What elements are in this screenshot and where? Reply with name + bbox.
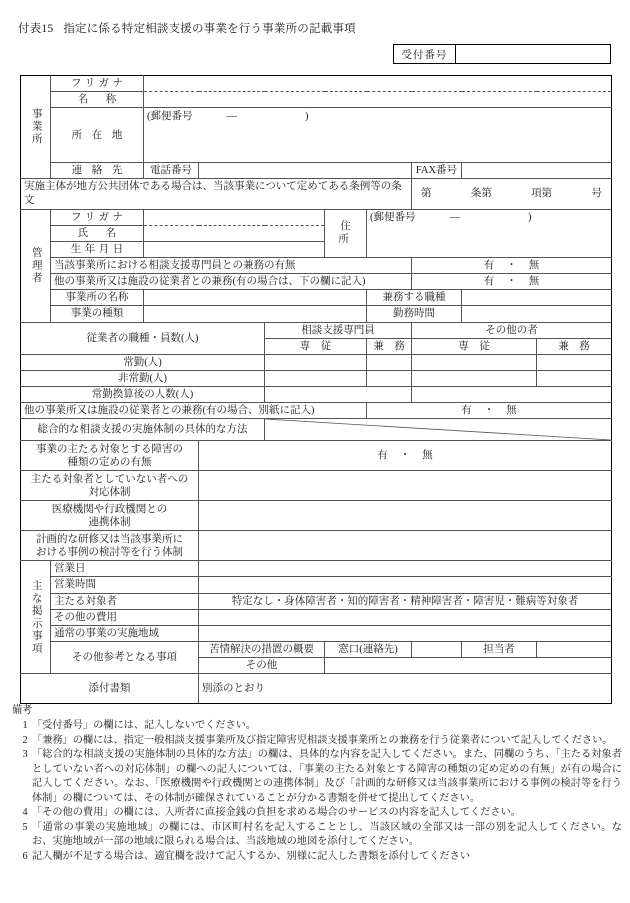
attachment-label: 添付書類 xyxy=(21,674,199,704)
choice-yes: 有 xyxy=(377,450,388,462)
office-name-label: 名 称 xyxy=(51,92,144,108)
table-row xyxy=(21,593,612,609)
staff-row-label-hijokin: 非常勤(人) xyxy=(21,370,265,386)
manager-birth-label: 生年月日 xyxy=(51,241,144,257)
comprehensive-row-value-shogai-shurui[interactable] xyxy=(199,441,612,471)
table-row xyxy=(21,531,612,561)
comprehensive-row-label-renkei-taisei: 医療機関や行政機関との 連携体制 xyxy=(21,501,199,531)
staff-cell-hijokin-other-kenmu[interactable] xyxy=(537,370,612,386)
posting-value-sonota-hiyo[interactable] xyxy=(199,609,612,625)
receipt-number-label: 受付番号 xyxy=(394,45,456,63)
clause-go: 号 xyxy=(591,188,602,200)
office-name-input[interactable] xyxy=(144,92,612,108)
table-row xyxy=(21,387,612,403)
manager-address-input[interactable] xyxy=(367,225,612,241)
choice-yes: 有 xyxy=(483,276,495,288)
remark-text: 記入欄が不足する場合は、適宜欄を設けて記入するか、別様に記入した書類を添付してください xyxy=(32,850,471,862)
comprehensive-row-value-taio-taisei[interactable] xyxy=(199,471,612,501)
staff-cell-jokin-other-senju[interactable] xyxy=(412,354,537,370)
remark-number: 2 xyxy=(22,734,28,746)
clause-ko: 項第 xyxy=(531,188,553,200)
list-item xyxy=(12,821,622,850)
list-item xyxy=(12,748,622,806)
office-furigana-label: フリガナ xyxy=(51,76,144,92)
posting-value-window[interactable] xyxy=(412,641,462,657)
choice-no: 無 xyxy=(506,405,517,417)
office-address-label: 所 在 地 xyxy=(51,108,144,163)
ordinance-clause-input[interactable] xyxy=(412,179,612,209)
office-contact-label: 連 絡 先 xyxy=(51,163,144,179)
manager-address-label: 住 所 xyxy=(325,209,367,257)
office-fax-label: FAX番号 xyxy=(412,163,462,179)
posting-label-window: 窓口(連絡先) xyxy=(325,641,412,657)
posting-label-person: 担当者 xyxy=(462,641,537,657)
comprehensive-row-value-renkei-taisei[interactable] xyxy=(199,501,612,531)
office-furigana-input[interactable] xyxy=(144,76,612,92)
ordinance-label: 実施主体が地方公共団体である場合は、当該事業について定めてある条例等の条文 xyxy=(21,179,412,209)
posting-value-taishosha[interactable]: 特定なし・身体障害者・知的障害者・精神障害者・障害児・難病等対象者 xyxy=(199,593,612,609)
manager-concurrent-other-choice[interactable] xyxy=(412,274,612,290)
staff-cell-hijokin-shien-kenmu[interactable] xyxy=(367,370,412,386)
comprehensive-row-label-kenshu-taisei: 計画的な研修又は当該事業所に おける事例の検討等を行う体制 xyxy=(21,531,199,561)
list-item xyxy=(12,850,622,864)
office-postal-code: (郵便番号 — ) xyxy=(144,108,612,124)
staff-concurrent-choice[interactable] xyxy=(367,403,612,419)
manager-concurrent-job-input[interactable] xyxy=(462,290,612,306)
posting-label-jisshi-chiiki: 通常の事業の実施地域 xyxy=(51,625,199,641)
table-row xyxy=(21,625,612,641)
posting-label-other-reference: その他参考となる事項 xyxy=(51,641,199,673)
staff-cell-jokin-shien-senju[interactable] xyxy=(265,354,367,370)
form-title-text: 指定に係る特定相談支援の事業を行う事業所の記載事項 xyxy=(63,23,356,35)
choice-yes: 有 xyxy=(483,260,495,272)
manager-name-label: 氏 名 xyxy=(51,225,144,241)
office-fax-input[interactable] xyxy=(462,163,612,179)
table-row xyxy=(21,674,612,704)
posting-label-eigyobi: 営業日 xyxy=(51,561,199,577)
office-address-input[interactable] xyxy=(144,124,612,163)
manager-concurrent-job-label: 兼務する職種 xyxy=(367,290,462,306)
staff-cell-jokin-shien-kenmu[interactable] xyxy=(367,354,412,370)
posting-value-eigyobi[interactable] xyxy=(199,561,612,577)
remark-text: 「兼務」の欄には、指定一般相談支援事業所及び指定障害児相談支援事業所との兼務を行う従業者について記入してください。 xyxy=(32,734,613,746)
posting-value-other[interactable] xyxy=(325,658,612,674)
table-row xyxy=(21,471,612,501)
office-tel-input[interactable] xyxy=(199,163,412,179)
list-item xyxy=(12,806,622,820)
manager-business-type-input[interactable] xyxy=(144,306,367,322)
choice-no: 無 xyxy=(528,276,540,288)
main-form-table xyxy=(20,75,612,704)
staff-cell-hijokin-shien-senju[interactable] xyxy=(265,370,367,386)
receipt-number-box xyxy=(393,44,611,64)
table-row xyxy=(21,609,612,625)
posting-side-label: 主な掲示事項 xyxy=(21,561,51,674)
comprehensive-row-label-taio-taisei: 主たる対象者としていない者への 対応体制 xyxy=(21,471,199,501)
remark-text: 「受付番号」の欄には、記入しないでください。 xyxy=(32,720,257,732)
manager-office-name-label: 事業所の名称 xyxy=(51,290,144,306)
table-row xyxy=(21,577,612,593)
staff-cell-hijokin-other-senju[interactable] xyxy=(412,370,537,386)
posting-label-eigyojikan: 営業時間 xyxy=(51,577,199,593)
staff-cell-kansan-shien[interactable] xyxy=(265,387,412,403)
manager-birth-input[interactable] xyxy=(144,241,325,257)
comprehensive-method-struck-cell xyxy=(265,419,612,441)
remark-number: 6 xyxy=(22,850,28,862)
table-row xyxy=(21,441,612,471)
office-tel-label: 電話番号 xyxy=(144,163,199,179)
staff-subheader-other-senju: 専 従 xyxy=(412,338,537,354)
manager-work-hours-input[interactable] xyxy=(462,306,612,322)
choice-no: 無 xyxy=(528,260,540,272)
remark-text: 「通常の事業の実施地域」の欄には、市区町村名を記入することとし、当該区域の全部又は一部の別を記入してください。なお、実施地域が一部の地域に限られる場合は、当該地域の地図を添付してください。 xyxy=(32,821,622,848)
choice-yes: 有 xyxy=(461,405,472,417)
attachment-value: 別添のとおり xyxy=(199,674,612,704)
manager-name-input[interactable] xyxy=(144,225,325,241)
manager-furigana-label: フリガナ xyxy=(51,209,144,225)
staff-row-label-jokin: 常勤(人) xyxy=(21,354,265,370)
choice-sep: ・ xyxy=(506,260,517,272)
posting-value-jisshi-chiiki[interactable] xyxy=(199,625,612,641)
staff-subheader-shien-kenmu: 兼 務 xyxy=(367,338,412,354)
manager-concurrent-other-label: 他の事業所又は施設の従業者との兼務(有の場合は、下の欄に記入) xyxy=(51,274,412,290)
staff-cell-kansan-other[interactable] xyxy=(412,387,612,403)
page-title xyxy=(18,20,356,36)
posting-label-other: その他 xyxy=(199,658,325,674)
remark-number: 4 xyxy=(22,807,28,819)
remark-number: 1 xyxy=(22,720,28,732)
table-row xyxy=(21,501,612,531)
manager-business-type-label: 事業の種類 xyxy=(51,306,144,322)
comprehensive-row-value-kenshu-taisei[interactable] xyxy=(199,531,612,561)
manager-concurrent-in-office-choice[interactable] xyxy=(412,258,612,274)
choice-sep: ・ xyxy=(483,405,495,417)
choice-sep: ・ xyxy=(399,450,411,462)
clause-dai: 第 xyxy=(421,188,432,200)
comprehensive-row-label-shogai-shurui: 事業の主たる対象とする障害の 種類の定めの有無 xyxy=(21,441,199,471)
table-row xyxy=(21,354,612,370)
remarks-section xyxy=(12,704,622,864)
list-item xyxy=(12,734,622,748)
staff-row-label-kansan: 常勤換算後の人数(人) xyxy=(21,387,265,403)
clause-jo: 条第 xyxy=(470,188,492,200)
staff-subheader-shien-senju: 専 従 xyxy=(265,338,367,354)
staff-cell-jokin-other-kenmu[interactable] xyxy=(537,354,612,370)
form-number: 付表15 xyxy=(18,23,54,35)
staff-header-label: 従業者の職種・員数(人) xyxy=(21,322,265,354)
remarks-title: 備考 xyxy=(12,705,33,716)
remark-number: 5 xyxy=(22,821,28,833)
manager-concurrent-in-office-label: 当該事業所における相談支援専門員との兼務の有無 xyxy=(51,258,412,274)
manager-work-hours-label: 勤務時間 xyxy=(367,306,462,322)
remarks-list xyxy=(12,719,622,864)
table-row xyxy=(21,561,612,577)
remark-text: 「その他の費用」の欄には、入所者に直接金銭の負担を求める場合のサービスの内容を記入してください。 xyxy=(32,807,521,819)
staff-group-header-shien: 相談支援専門員 xyxy=(265,322,412,338)
table-row xyxy=(21,370,612,386)
manager-postal-code: (郵便番号 — ) xyxy=(367,209,612,225)
choice-sep: ・ xyxy=(506,276,517,288)
table-row xyxy=(21,641,612,657)
posting-value-person[interactable] xyxy=(537,641,612,657)
staff-group-header-other: その他の者 xyxy=(412,322,612,338)
remark-number: 3 xyxy=(22,749,28,761)
posting-label-complaint: 苦情解決の措置の概要 xyxy=(199,641,325,657)
remark-text: 「総合的な相談支援の実施体制の具体的な方法」の欄は、具体的な内容を記入してください。また、同欄のうち、「主たる対象者としていない者への対応体制」の欄への記入については、「事業の主たる対象とする障害の種類の定め定めの有無」が有の場合に記入してください。なお、「医療機関や行政機関との連携体制」及び「計画的な研修又は当該事業所における事例の検討等を行う体制」の欄については、その体制が確保されていることが分かる書類を併せて提出してください。 xyxy=(32,749,622,804)
receipt-number-input[interactable] xyxy=(456,45,610,63)
posting-value-eigyojikan[interactable] xyxy=(199,577,612,593)
manager-side-label: 管理者 xyxy=(21,209,51,322)
manager-office-name-input[interactable] xyxy=(144,290,367,306)
manager-address-input-cont[interactable] xyxy=(367,241,612,257)
posting-label-taishosha: 主たる対象者 xyxy=(51,593,199,609)
staff-concurrent-label: 他の事業所又は施設の従業者との兼務(有の場合、別紙に記入) xyxy=(21,403,367,419)
choice-no: 無 xyxy=(422,450,433,462)
posting-label-sonota-hiyo: その他の費用 xyxy=(51,609,199,625)
comprehensive-method-label: 総合的な相談支援の実施体制の具体的な方法 xyxy=(21,419,265,441)
staff-subheader-other-kenmu: 兼 務 xyxy=(537,338,612,354)
office-side-label: 事業所 xyxy=(21,76,51,179)
list-item xyxy=(12,719,622,733)
manager-furigana-input[interactable] xyxy=(144,209,325,225)
